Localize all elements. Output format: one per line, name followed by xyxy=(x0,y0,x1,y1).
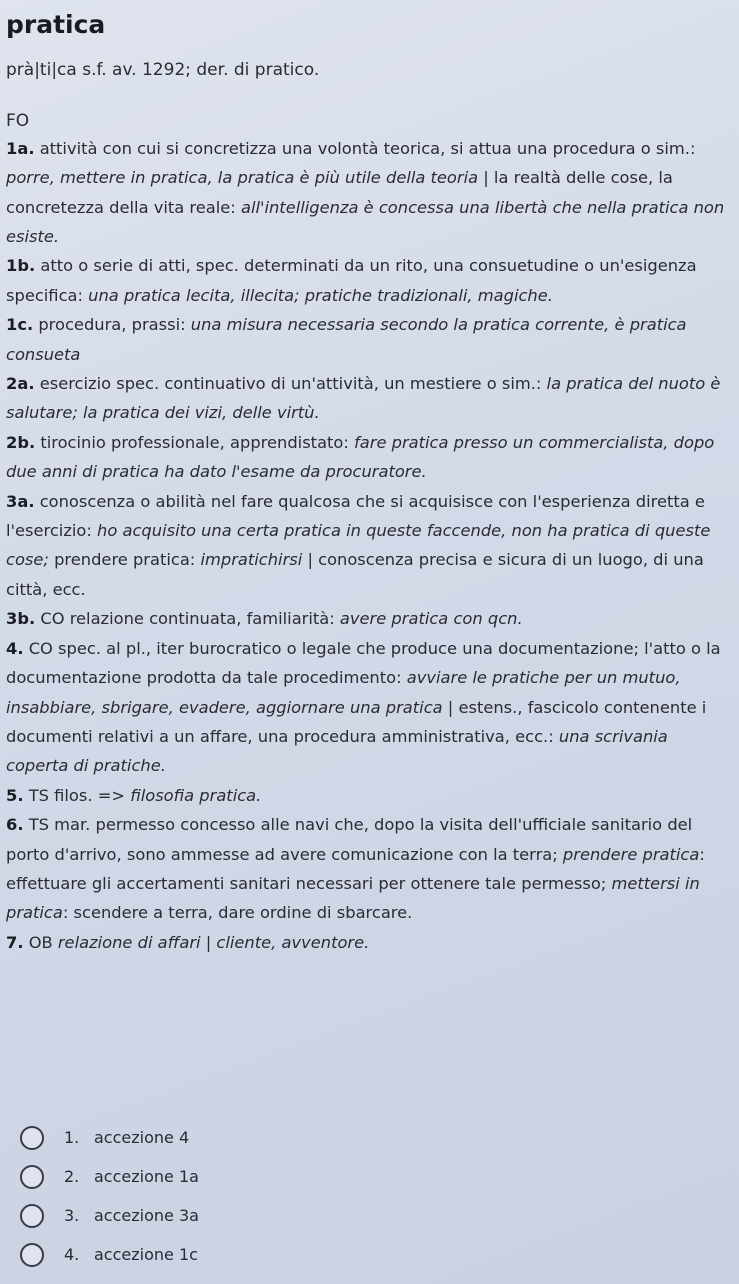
sense-example: una misura necessaria secondo la pratica corrente, è pratica consueta xyxy=(6,315,687,364)
radio-button[interactable] xyxy=(20,1243,44,1267)
sense-number: 2a. xyxy=(6,374,35,394)
sense-definition: esercizio spec. continuativo di un'attività, un mestiere o sim.: xyxy=(34,374,547,394)
sense-number: 2b. xyxy=(6,432,36,452)
sense-example: fare pratica presso un commercialista, dopo due anni di pratica ha dato l'esame da procuratore. xyxy=(6,432,715,482)
sense-example: ho acquisito una certa pratica in queste faccende, non ha pratica di queste cose; xyxy=(6,521,711,570)
sense-example: avere pratica con qcn. xyxy=(339,609,523,629)
sense-definition: : effettuare gli accertamenti sanitari necessari per ottenere tale permesso; xyxy=(6,844,705,893)
option-number: 2. xyxy=(64,1167,80,1186)
sense-number: 7. xyxy=(6,932,24,952)
option-label: accezione 1a xyxy=(94,1167,199,1186)
sense-definition: atto o serie di atti, spec. determinati da un rito, una consuetudine o un'esigenza specifica: xyxy=(6,256,697,305)
sense-number: 6. xyxy=(6,815,24,835)
headword: pratica xyxy=(6,10,106,39)
sense-example: porre, mettere in pratica, la pratica è più utile della teoria xyxy=(6,168,479,188)
sense-example: una pratica lecita, illecita; pratiche tradizionali, magiche. xyxy=(88,285,553,305)
sense-definition: TS mar. permesso concesso alle navi che, dopo la visita dell'ufficiale sanitario del porto d'arrivo, sono ammesse ad avere comunicazione con la terra; xyxy=(6,815,693,864)
radio-button[interactable] xyxy=(20,1126,44,1150)
sense-definition: attività con cui si concretizza una volontà teorica, si attua una procedura o sim.: xyxy=(34,138,696,158)
senses-list xyxy=(6,134,731,957)
option-label: accezione 1c xyxy=(94,1245,198,1264)
sense-number: 1b. xyxy=(6,256,36,276)
sense-3a xyxy=(6,487,731,605)
sense-2a xyxy=(6,369,731,428)
sense-number: 3b. xyxy=(6,609,36,629)
option-2[interactable] xyxy=(20,1157,199,1196)
sense-definition: CO relazione continuata, familiarità: xyxy=(35,609,340,629)
option-number: 1. xyxy=(64,1128,80,1147)
sense-number: 4. xyxy=(6,638,24,658)
option-3[interactable] xyxy=(20,1196,199,1235)
sense-definition: CO spec. al pl., iter burocratico o legale che produce una documentazione; l'atto o la documentazione prodotta da tale procedimento: xyxy=(6,638,721,688)
sense-definition: | conoscenza precisa e sicura di un luogo, di una città, ecc. xyxy=(6,550,704,599)
option-number: 4. xyxy=(64,1245,80,1264)
sense-example: mettersi in pratica xyxy=(6,873,700,923)
sense-6 xyxy=(6,810,731,928)
sense-3b xyxy=(6,604,731,633)
option-number: 3. xyxy=(64,1206,80,1225)
sense-definition: | estens., fascicolo contenente i documenti relativi a un affare, una procedura amministrativa, ecc.: xyxy=(6,697,707,746)
option-label: accezione 4 xyxy=(94,1128,190,1147)
sense-definition: tirocinio professionale, apprendistato: xyxy=(35,432,355,452)
sense-number: 5. xyxy=(6,785,24,805)
option-label: accezione 3a xyxy=(94,1206,199,1225)
sense-5 xyxy=(6,781,731,810)
usage-tag: FO xyxy=(6,111,30,132)
sense-1a xyxy=(6,134,731,252)
sense-example: avviare le pratiche per un mutuo, insabbiare, sbrigare, evadere, aggiornare una pratica xyxy=(6,668,681,717)
sense-4 xyxy=(6,634,731,781)
sense-1b xyxy=(6,251,731,310)
sense-number: 1a. xyxy=(6,138,35,158)
sense-example: impratichirsi xyxy=(200,550,303,570)
sense-example: una scrivania coperta di pratiche. xyxy=(6,726,668,776)
sense-definition: prendere pratica: xyxy=(48,550,201,570)
option-1[interactable] xyxy=(20,1118,199,1157)
answer-options xyxy=(20,1118,199,1274)
sense-definition: procedura, prassi: xyxy=(33,315,191,335)
sense-definition: OB xyxy=(23,932,58,952)
sense-7 xyxy=(6,928,731,957)
sense-number: 3a. xyxy=(6,491,35,511)
etymology: prà|ti|ca s.f. av. 1292; der. di pratico. xyxy=(6,60,320,80)
radio-button[interactable] xyxy=(20,1165,44,1189)
sense-number: 1c. xyxy=(6,315,34,335)
sense-definition: conoscenza o abilità nel fare qualcosa che si acquisisce con l'esperienza diretta e l'esercizio: xyxy=(6,491,705,541)
sense-example: filosofia pratica. xyxy=(130,785,262,805)
sense-2b xyxy=(6,428,731,487)
sense-example: all'intelligenza è concessa una libertà che nella pratica non esiste. xyxy=(6,197,725,246)
radio-button[interactable] xyxy=(20,1204,44,1228)
sense-example: la pratica del nuoto è salutare; la pratica dei vizi, delle virtù. xyxy=(6,374,721,423)
dictionary-entry xyxy=(6,10,731,957)
option-4[interactable] xyxy=(20,1235,199,1274)
sense-example: relazione di affari | cliente, avventore. xyxy=(57,932,370,952)
sense-definition: : scendere a terra, dare ordine di sbarcare. xyxy=(62,903,413,923)
sense-1c xyxy=(6,310,731,369)
sense-definition: TS filos. => xyxy=(23,785,131,805)
sense-definition: | la realtà delle cose, la concretezza della vita reale: xyxy=(6,168,673,217)
sense-example: prendere pratica xyxy=(562,844,700,864)
